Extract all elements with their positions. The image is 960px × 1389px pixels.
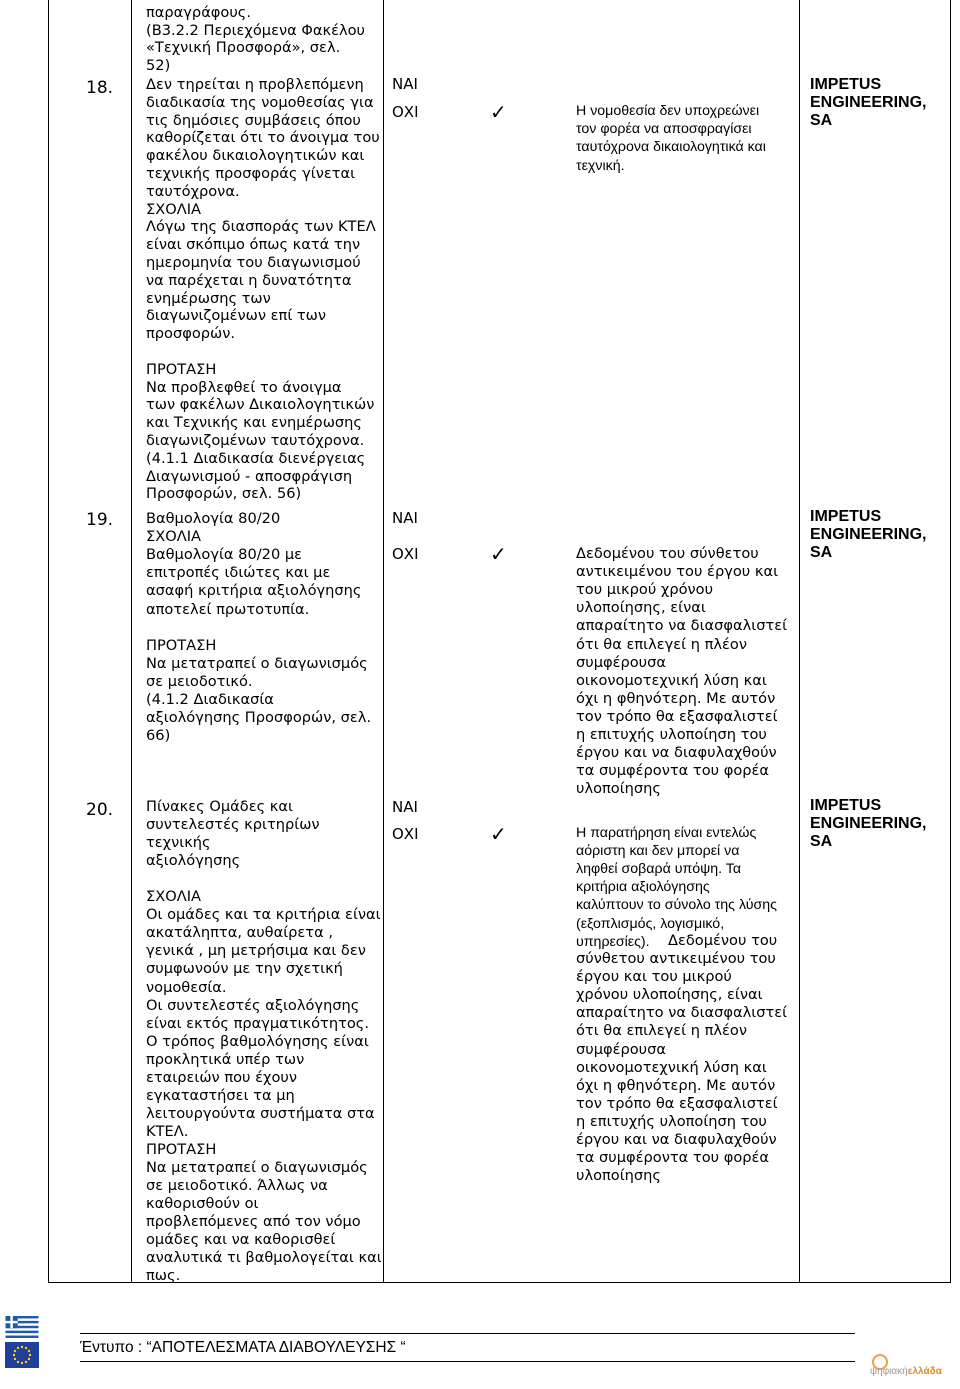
- comment-line: ομάδες και να καθορισθεί: [146, 1231, 336, 1249]
- comment-line: Να προβλεφθεί το άνοιγμα: [146, 378, 342, 396]
- comment-line: σε μειοδοτικό.: [146, 672, 253, 690]
- comment-line: διαδικασία της νομοθεσίας για: [146, 93, 374, 111]
- comment-line: αναλυτικά τι βαθμολογείται και: [146, 1249, 382, 1267]
- comment-line: φακέλου δικαιολογητικών και: [146, 147, 365, 165]
- response-line: έργου και να διαφυλαχθούν: [576, 744, 777, 762]
- comment-line: εγκαταστήσει τα μη: [146, 1086, 295, 1104]
- comment-line: διαγωνιζομένων επί των: [146, 307, 327, 325]
- response-line: συμφέρουσα: [576, 1040, 666, 1058]
- comment-line: τεχνικής: [146, 834, 211, 852]
- comment-line: παραγράφους.: [146, 4, 252, 21]
- no-option: ΟΧΙ: [392, 103, 419, 121]
- comment-line: «Τεχνική Προσφορά», σελ.: [146, 39, 341, 57]
- eu-flag-icon: [5, 1342, 39, 1368]
- comment-line: ενημέρωσης των: [146, 289, 271, 307]
- response-line: του μικρού χρόνου: [576, 581, 714, 599]
- column-divider-number: [131, 0, 132, 1282]
- row-number: 19.: [86, 510, 114, 530]
- comment-line: σε μειοδοτικό. Άλλως να: [146, 1177, 328, 1195]
- comment-line: Πίνακες Ομάδες και: [146, 798, 293, 815]
- company-line: IMPETUS: [810, 76, 882, 93]
- response-line: όχι η φθηνότερη. Με αυτόν: [576, 1076, 776, 1094]
- comment-line: εταιρειών που έχουν: [146, 1068, 297, 1086]
- company-line: SA: [810, 112, 833, 129]
- column-divider-comment: [383, 0, 384, 1282]
- response-line: όχι η φθηνότερη. Με αυτόν: [576, 689, 776, 707]
- digital-greece-logo: ψηφιακήελλάδα: [870, 1366, 942, 1377]
- comment-line: καθορίζεται ότι το άνοιγμα του: [146, 129, 380, 147]
- comment-line: συντελεστές κριτηρίων: [146, 816, 320, 834]
- comment-line: Προσφορών, σελ. 56): [146, 485, 302, 503]
- comment-line: διαγωνιζομένων ταυτόχρονα.: [146, 432, 365, 449]
- response-line: υλοποίησης: [576, 780, 661, 798]
- response-line: ότι θα επιλεγεί η πλέον: [576, 1022, 747, 1040]
- comment-line: ημερομηνία του διαγωνισμού: [146, 254, 361, 271]
- response-line: τον φορέα να αποσφραγίσει: [576, 121, 752, 138]
- comment-line: Βαθμολογία 80/20 με: [146, 546, 303, 564]
- response-line: ταυτόχρονα δικαιολογητικά και: [576, 139, 766, 156]
- yes-option: ΝΑΙ: [392, 75, 418, 93]
- check-mark-icon: ✓: [490, 542, 507, 566]
- company-line: ENGINEERING,: [810, 94, 927, 111]
- response-line: Δεδομένου του σύνθετου: [576, 545, 759, 562]
- response-line: Η παρατήρηση είναι εντελώς: [576, 825, 757, 841]
- response-line: υλοποίησης: [576, 1167, 661, 1185]
- response-line: η επιτυχής υλοποίηση του: [576, 726, 767, 743]
- response-line: (εξοπλισμός, λογισμικό,: [576, 915, 725, 932]
- comment-line: συμφωνούν με την σχετική: [146, 960, 343, 978]
- comment-line: ΠΡΟΤΑΣΗ: [146, 1140, 217, 1158]
- response-line: συμφέρουσα: [576, 653, 666, 671]
- comment-line: Βαθμολογία 80/20: [146, 510, 281, 527]
- comment-line: γενικά , μη μετρήσιμα και δεν: [146, 942, 366, 960]
- company-line: SA: [810, 833, 833, 850]
- footer-form-title: Έντυπο : “ΑΠΟΤΕΛΕΣΜΑΤΑ ΔΙΑΒΟΥΛΕΥΣΗΣ “: [80, 1339, 406, 1356]
- comment-line: νομοθεσία.: [146, 978, 227, 996]
- response-line: κριτήρια αξιολόγησης: [576, 879, 710, 896]
- comment-line: καθορισθούν οι: [146, 1195, 259, 1213]
- comment-line: προσφορών.: [146, 325, 236, 343]
- comment-line: (Β3.2.2 Περιεχόμενα Φακέλου: [146, 21, 365, 39]
- response-line: τεχνική.: [576, 157, 625, 174]
- comment-line: ακατάληπτα, αυθαίρετα ,: [146, 924, 333, 942]
- comment-line: και Τεχνικής και ενημέρωσης: [146, 414, 362, 432]
- comment-line: επιτροπές ιδιώτες και με: [146, 564, 331, 582]
- response-line: απαραίτητο να διασφαλιστεί: [576, 1004, 788, 1022]
- response-line: τα συμφέροντα του φορέα: [576, 1149, 770, 1167]
- response-line: ληφθεί σοβαρά υπόψη. Τα: [576, 861, 742, 878]
- row-number: 18.: [86, 78, 114, 98]
- response-line: χρόνου υλοποίησης, είναι: [576, 986, 763, 1004]
- comment-line: Ο τρόπος βαθμολόγησης είναι: [146, 1032, 369, 1050]
- response-line: τα συμφέροντα του φορέα: [576, 762, 770, 780]
- response-line: Η νομοθεσία δεν υποχρεώνει: [576, 103, 760, 119]
- comment-line: Να μετατραπεί ο διαγωνισμός: [146, 1159, 368, 1176]
- comment-line: (4.1.2 Διαδικασία: [146, 691, 274, 708]
- comment-line: Να μετατραπεί ο διαγωνισμός: [146, 654, 368, 672]
- comment-line: να παρέχεται η δυνατότητα: [146, 271, 352, 289]
- comment-line: των φακέλων Δικαιολογητικών: [146, 396, 375, 414]
- response-line: οικονομοτεχνική λύση και: [576, 671, 767, 689]
- response-line: τον τρόπο θα εξασφαλιστεί: [576, 1094, 778, 1112]
- response-line: απαραίτητο να διασφαλιστεί: [576, 617, 788, 635]
- comment-line: (4.1.1 Διαδικασία διενέργειας: [146, 449, 366, 467]
- comment-line: πως.: [146, 1267, 181, 1285]
- response-line: σύνθετου αντικειμένου του: [576, 950, 776, 967]
- comment-line: προβλεπόμενες από τον νόμο: [146, 1213, 361, 1231]
- company-line: SA: [810, 544, 833, 561]
- comment-line: ασαφή κριτήρια αξιολόγησης: [146, 582, 362, 600]
- comment-line: αξιολόγησης Προσφορών, σελ.: [146, 709, 372, 727]
- greek-flag-icon: [5, 1316, 39, 1338]
- comment-line: Λόγω της διασποράς των ΚΤΕΛ: [146, 218, 376, 236]
- comment-line: 52): [146, 56, 171, 74]
- comment-line: Οι ομάδες και τα κριτήρια είναι: [146, 906, 381, 924]
- no-option: ΟΧΙ: [392, 825, 419, 843]
- comment-line: είναι σκόπιμο όπως κατά την: [146, 236, 361, 254]
- company-line: ENGINEERING,: [810, 815, 927, 832]
- comment-line: προκλητικά υπέρ των: [146, 1050, 305, 1068]
- company-line: IMPETUS: [810, 508, 882, 525]
- comment-line: ΣΧΟΛΙΑ: [146, 200, 201, 218]
- response-line: οικονομοτεχνική λύση και: [576, 1058, 767, 1076]
- response-line: Δεδομένου του: [668, 932, 778, 949]
- company-line: IMPETUS: [810, 797, 882, 814]
- response-line: καλύπτουν το σύνολο της λύσης: [576, 897, 777, 914]
- comment-line: ΣΧΟΛΙΑ: [146, 888, 201, 906]
- comment-line: τεχνικής προσφοράς γίνεται: [146, 165, 356, 182]
- comment-line: Δεν τηρείται η προβλεπόμενη: [146, 76, 364, 93]
- comment-line: λειτουργούντα συστήματα στα: [146, 1104, 375, 1122]
- response-line: η επιτυχής υλοποίηση του: [576, 1112, 767, 1130]
- yes-option: ΝΑΙ: [392, 509, 418, 527]
- row-number: 20.: [86, 800, 114, 820]
- comment-line: 66): [146, 727, 171, 745]
- response-line: αόριστη και δεν μπορεί να: [576, 843, 740, 860]
- no-option: ΟΧΙ: [392, 545, 419, 563]
- response-line: έργου και του μικρού: [576, 968, 732, 986]
- response-line: ότι θα επιλεγεί η πλέον: [576, 635, 747, 653]
- response-line: έργου και να διαφυλαχθούν: [576, 1131, 777, 1148]
- response-line: τον τρόπο θα εξασφαλιστεί: [576, 707, 778, 725]
- company-line: ENGINEERING,: [810, 526, 927, 543]
- response-line: υπηρεσίες).: [576, 933, 650, 950]
- comment-line: Διαγωνισμού - αποσφράγιση: [146, 467, 353, 485]
- column-divider-response: [799, 0, 800, 1282]
- comment-line: ΠΡΟΤΑΣΗ: [146, 360, 217, 378]
- check-mark-icon: ✓: [490, 822, 507, 846]
- comment-line: ΣΧΟΛΙΑ: [146, 528, 201, 546]
- comment-line: αποτελεί πρωτοτυπία.: [146, 600, 310, 618]
- check-mark-icon: ✓: [490, 100, 507, 124]
- comment-line: ΚΤΕΛ.: [146, 1122, 189, 1140]
- yes-option: ΝΑΙ: [392, 798, 418, 816]
- footer-rule-top: [80, 1333, 855, 1334]
- comment-line: ΠΡΟΤΑΣΗ: [146, 636, 217, 654]
- comment-line: είναι εκτός πραγματικότητος.: [146, 1014, 370, 1032]
- comment-line: Οι συντελεστές αξιολόγησης: [146, 996, 360, 1014]
- response-line: αντικειμένου του έργου και: [576, 563, 779, 581]
- footer-rule-bottom: [80, 1361, 855, 1362]
- comment-line: αξιολόγησης: [146, 852, 241, 870]
- comment-line: ταυτόχρονα.: [146, 182, 240, 200]
- comment-line: τις δημόσιες συμβάσεις όπου: [146, 111, 361, 129]
- response-line: υλοποίησης, είναι: [576, 599, 706, 617]
